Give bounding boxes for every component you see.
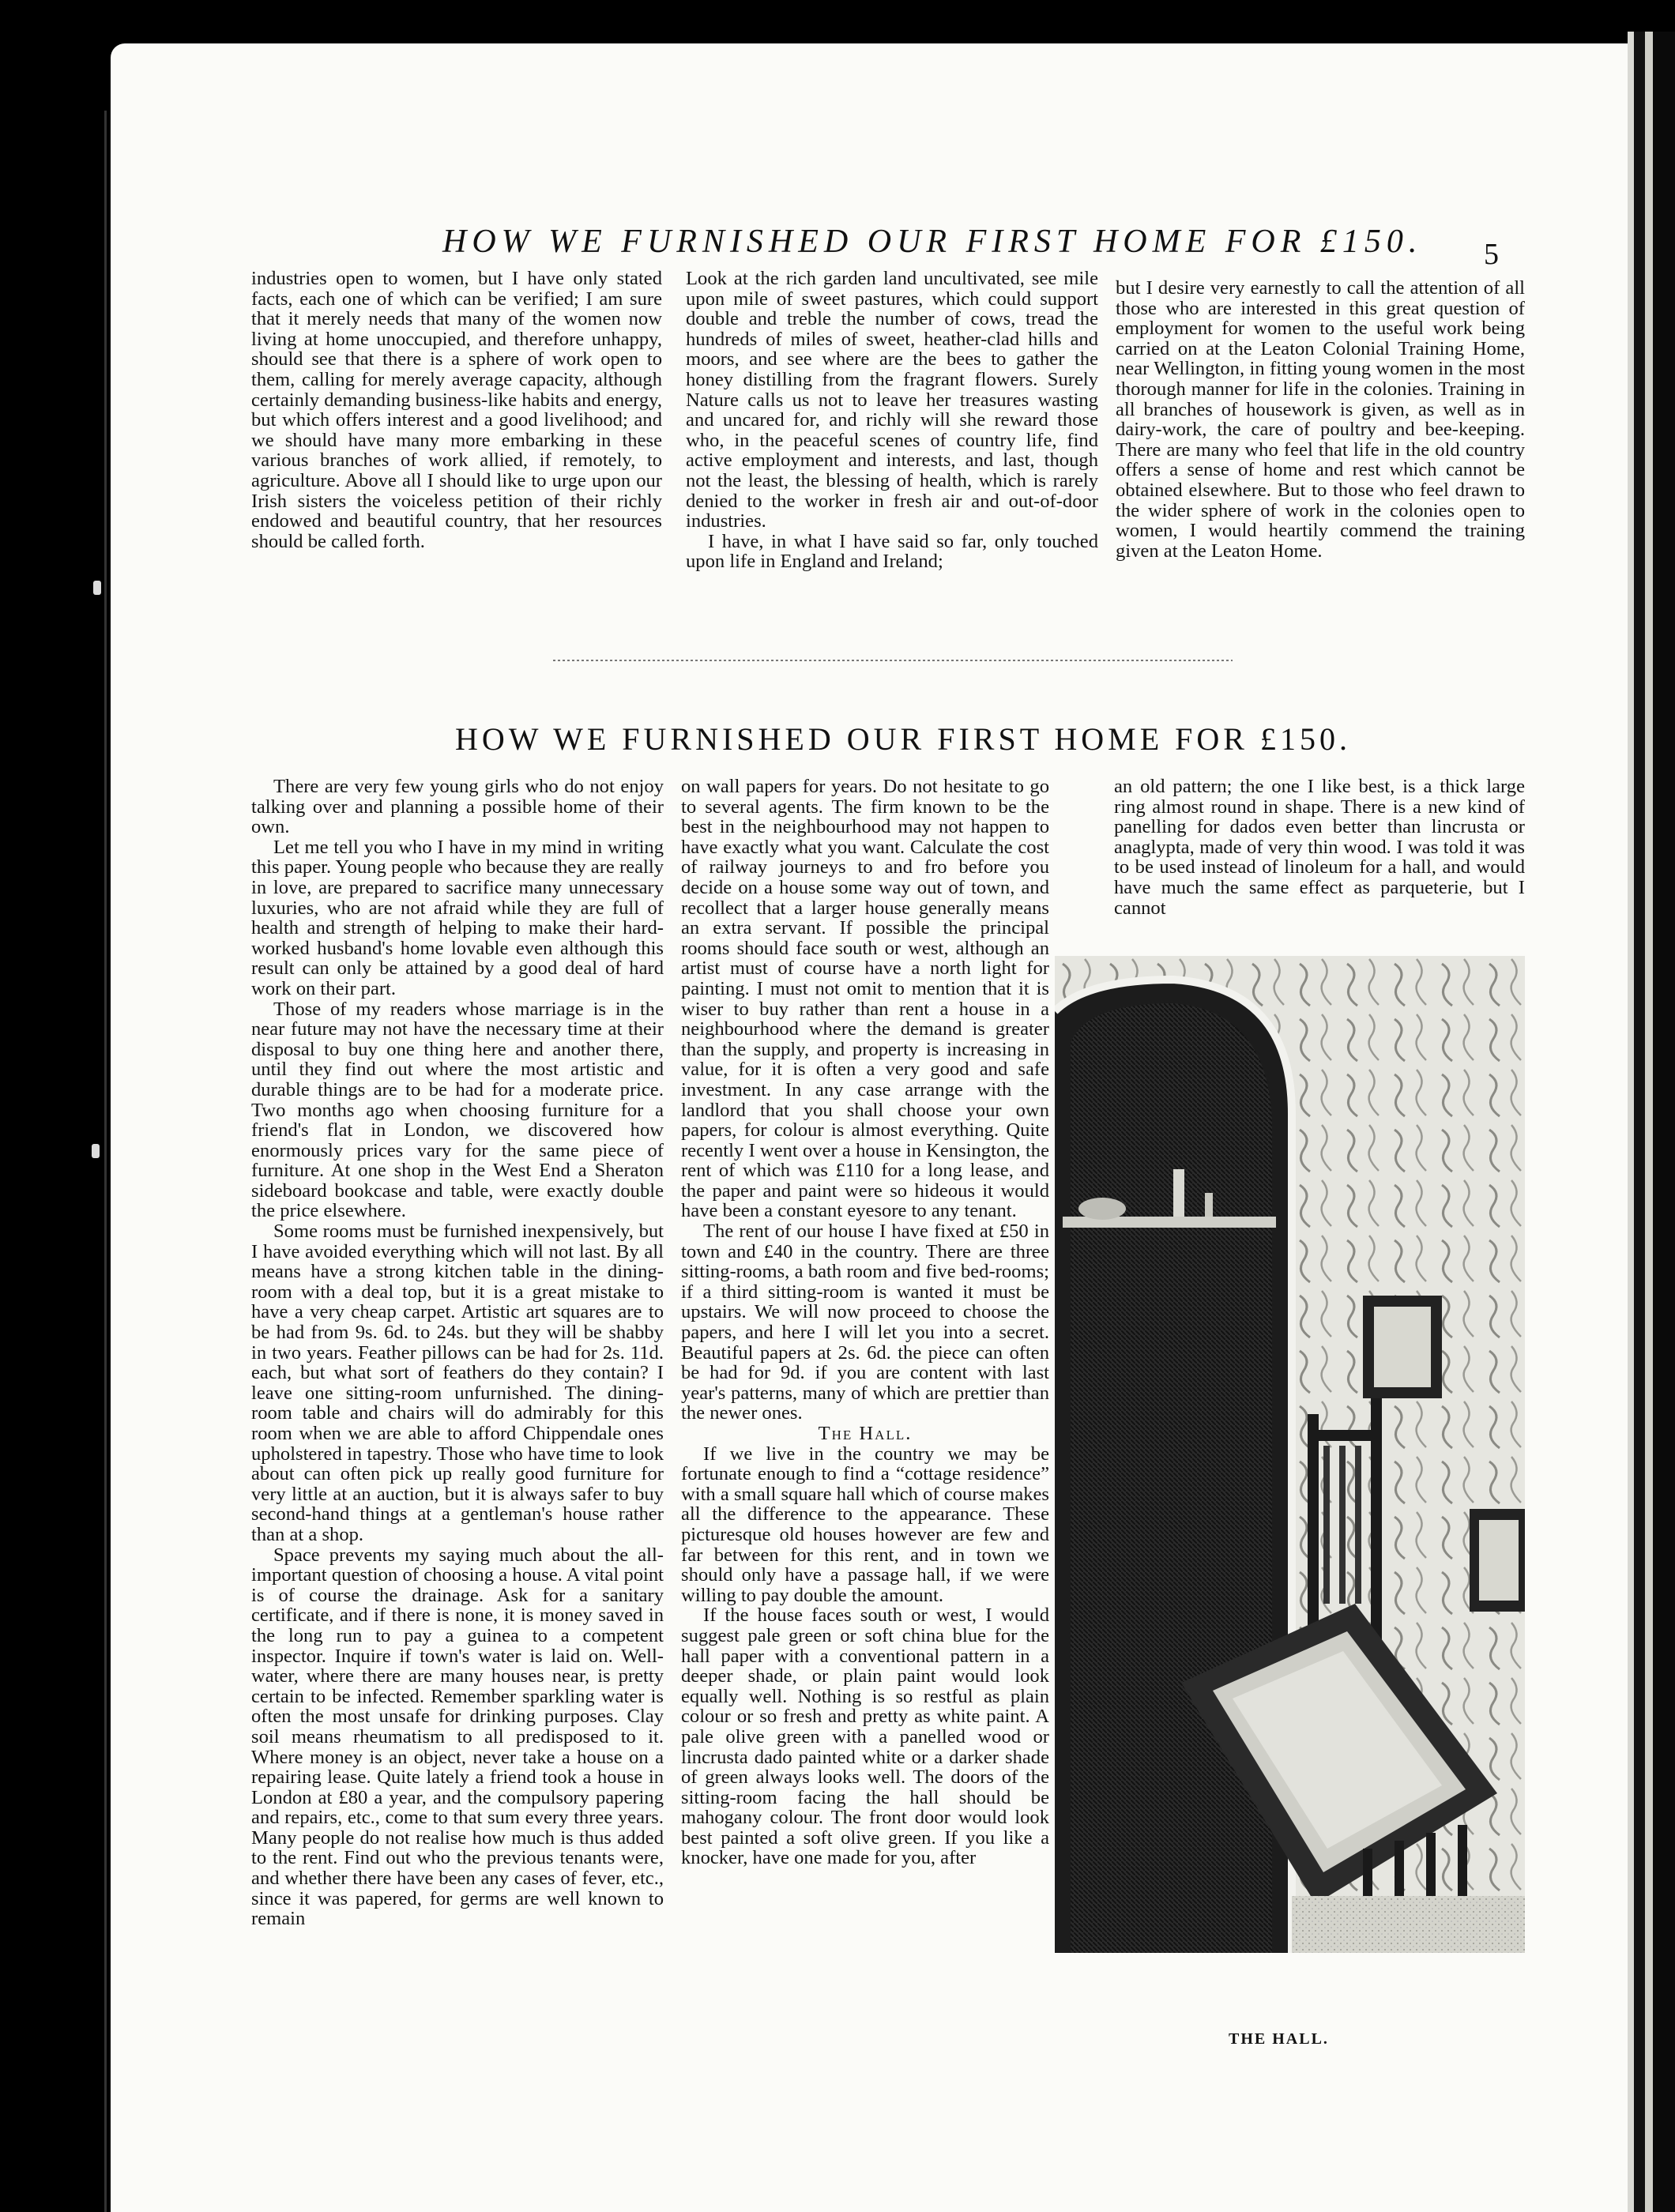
running-head: HOW WE FURNISHED OUR FIRST HOME FOR £150.	[442, 224, 1423, 260]
article-column-2	[681, 777, 1049, 1868]
gutter-rule	[104, 111, 107, 2212]
paragraph: on wall papers for years. Do not hesitate to go to several agents. The firm known to be the best in the neighbourhood may not happen to have exactly what you want. Calculate the cost of railway journeys to and fro before you decide on a house some way out of town, and recollect that a larger house generally means an extra servant. If possible the principal rooms should face south or west, although an artist must of course have a north light for painting. I must not omit to mention that it is wiser to buy rather than rent a house in a neighbourhood where the demand is greater than the supply, and property is increasing in value, for it is often a very good and safe investment. In any case arrange with the landlord that you shall choose your own papers, for colour is almost everything. Quite recently I went over a house in Kensington, the rent of which was £110 for a long lease, and the paper and paint were so hideous it would have been a constant eyesore to any tenant.	[681, 776, 1049, 1222]
paragraph: The rent of our house I have fixed at £50 in town and £40 in the country. There are three sitting-rooms, a bath room and five bed-rooms; if a third sitting-room is wanted it must be upstairs. We will now proceed to choose the papers, and here I will let you into a secret. Beautiful papers at 2s. 6d. the piece can often be had for 9d. if you are content with last year's patterns, many of which are prettier than the newer ones.	[681, 1221, 1049, 1424]
page-number: 5	[1484, 238, 1499, 271]
paragraph: Some rooms must be furnished inexpensively, but I have avoided everything which will not last. By all means have a strong kitchen table in the dining-room with a deal top, but it is a great mistake to have a very cheap carpet. Artistic art squares are to be had from 9s. 6d. to 24s. but they will be shabby in two years. Feather pillows can be had for 2s. 11d. each, but what sort of feathers do they contain? I leave one sitting-room unfurnished. The dining-room table and chairs will do admirably for this room when we are able to afford Chippendale ones upholstered in tapestry. Those who have time to look about can often pick up really good furniture for very little at an auction, but it is always safer to buy second-hand things at a gentleman's house rather than at a shop.	[251, 1221, 664, 1545]
paragraph: an old pattern; the one I like best, is a thick large ring almost round in shape. There is a new kind of panelling for dados even better than lincrusta or anaglypta, made of very thin wood. I was told it was to be used instead of linoleum for a hall, and would have much the same effect as parqueterie, but I cannot	[1114, 776, 1525, 919]
article-title: HOW WE FURNISHED OUR FIRST HOME FOR £150.	[455, 721, 1351, 757]
page-edge	[1645, 32, 1653, 2212]
binding-mark	[93, 581, 101, 595]
paragraph: industries open to women, but I have only stated facts, each one of which can be verified; I am sure that it merely needs that many of the women now living at home unoccupied, and therefore unhappy, should see that there is a sphere of work open to them, calling for merely average capacity, although certainly demanding business-like habits and energy, but which offers interest and a good livelihood; and we should have many more embarking in these various branches of work allied, if remotely, to agriculture. Above all I should like to urge upon our Irish sisters the voiceless petition of their richly endowed and beautiful country, that her resources should be called forth.	[251, 268, 662, 552]
paragraph: Look at the rich garden land uncultivated, see mile upon mile of sweet pastures, which could support double and treble the number of cows, tread the hundreds of miles of sweet, heather-clad hills and moors, and see where are the bees to gather the honey distilling from the fragrant flowers. Surely Nature calls us not to leave her treasures wasting and uncared for, and richly will she reward those who, in the peaceful scenes of country life, find active employment and interests, and last, though not the least, the blessing of health, which is rarely denied to the worker in fresh air and out-of-door industries.	[686, 268, 1098, 532]
paragraph: If the house faces south or west, I would suggest pale green or soft china blue for the hall paper with a conventional pattern in a deeper shade, or plain paint would look equally well. Nothing is so restful as plain colour or so fresh and pretty as white paint. A pale olive green with a panelled wood or lincrusta dado painted white or a darker shade of green always looks well. The doors of the sitting-room facing the hall should be mahogany colour. The front door would look best painted a soft olive green. If you like a knocker, have one made for you, after	[681, 1604, 1049, 1869]
article-column-3	[1114, 777, 1525, 918]
hall-illustration	[1055, 956, 1525, 1953]
page-edge	[1634, 32, 1645, 2212]
paragraph: If we live in the country we may be fortunate enough to find a “cottage residence” with a small square hall which of course makes all the difference to the appearance. These picturesque old houses however are few and far between for this rent, and in town we should only have a passage hall, if we were willing to pay double the amount.	[681, 1443, 1049, 1606]
top-column-1	[251, 269, 662, 551]
illustration-caption: THE HALL.	[1229, 2030, 1329, 2048]
top-column-2	[686, 269, 1098, 572]
paragraph: Let me tell you who I have in my mind in writing this paper. Young people who because they are really in love, are prepared to sacrifice many unnecessary luxuries, who are not afraid while they are full of health and strength of helping to make their hard-worked husband's home lovable even although this result can only be attained by a good deal of hard work on their part.	[251, 836, 664, 999]
article-column-1	[251, 777, 664, 1929]
paragraph: but I desire very earnestly to call the attention of all those who are interested in this great question of employment for women to the useful work being carried on at the Leaton Colonial Training Home, near Wellington, in fitting young women in the most thorough manner for life in the colonies. Training in all branches of housework is given, as well as in dairy-work, the care of poultry and bee-keeping. There are many who feel that life in the old country offers a sense of home and rest which cannot be obtained elsewhere. But to those who feel drawn to the wider sphere of work in the colonies open to women, I would heartily commend the training given at the Leaton Home.	[1116, 277, 1525, 562]
section-subhead: The Hall.	[818, 1423, 913, 1444]
paragraph: I have, in what I have said so far, only touched upon life in England and Ireland;	[686, 530, 1098, 573]
book-binding	[0, 0, 111, 2212]
top-column-3	[1116, 278, 1525, 561]
binding-mark	[92, 1144, 100, 1158]
section-divider	[553, 660, 1233, 661]
paragraph: There are very few young girls who do not enjoy talking over and planning a possible home of their own.	[251, 776, 664, 838]
page-edge	[1628, 32, 1634, 2212]
page-edge	[1653, 32, 1675, 2212]
paragraph: Space prevents my saying much about the all-important question of choosing a house. A vital point is of course the drainage. Ask for a sanitary certificate, and if there is none, it is money saved in the long run to pay a guinea to a competent inspector. Inquire if town's water is laid on. Well-water, where there are many houses near, is pretty certain to be infected. Remember sparkling water is often the most unsafe for drinking purposes. Clay soil means rheumatism to all predisposed to it. Where money is an object, never take a house on a repairing lease. Quite lately a friend took a house in London at £80 a year, and the compulsory papering and repairs, etc., come to that sum every three years. Many people do not realise how much is thus added to the rent. Find out who the previous tenants were, and whether there have been any cases of fever, etc., since it was papered, for germs are well known to remain	[251, 1544, 664, 1930]
hall-engraving	[1055, 956, 1525, 1953]
paragraph: Those of my readers whose marriage is in the near future may not have the necessary time at their disposal to buy one thing here and another there, until they find out where the most artistic and durable things are to be had for a moderate price. Two months ago when choosing furniture for a friend's flat in London, we discovered how enormously prices vary for the same piece of furniture. At one shop in the West End a Sheraton sideboard bookcase and table, were exactly double the price elsewhere.	[251, 998, 664, 1222]
